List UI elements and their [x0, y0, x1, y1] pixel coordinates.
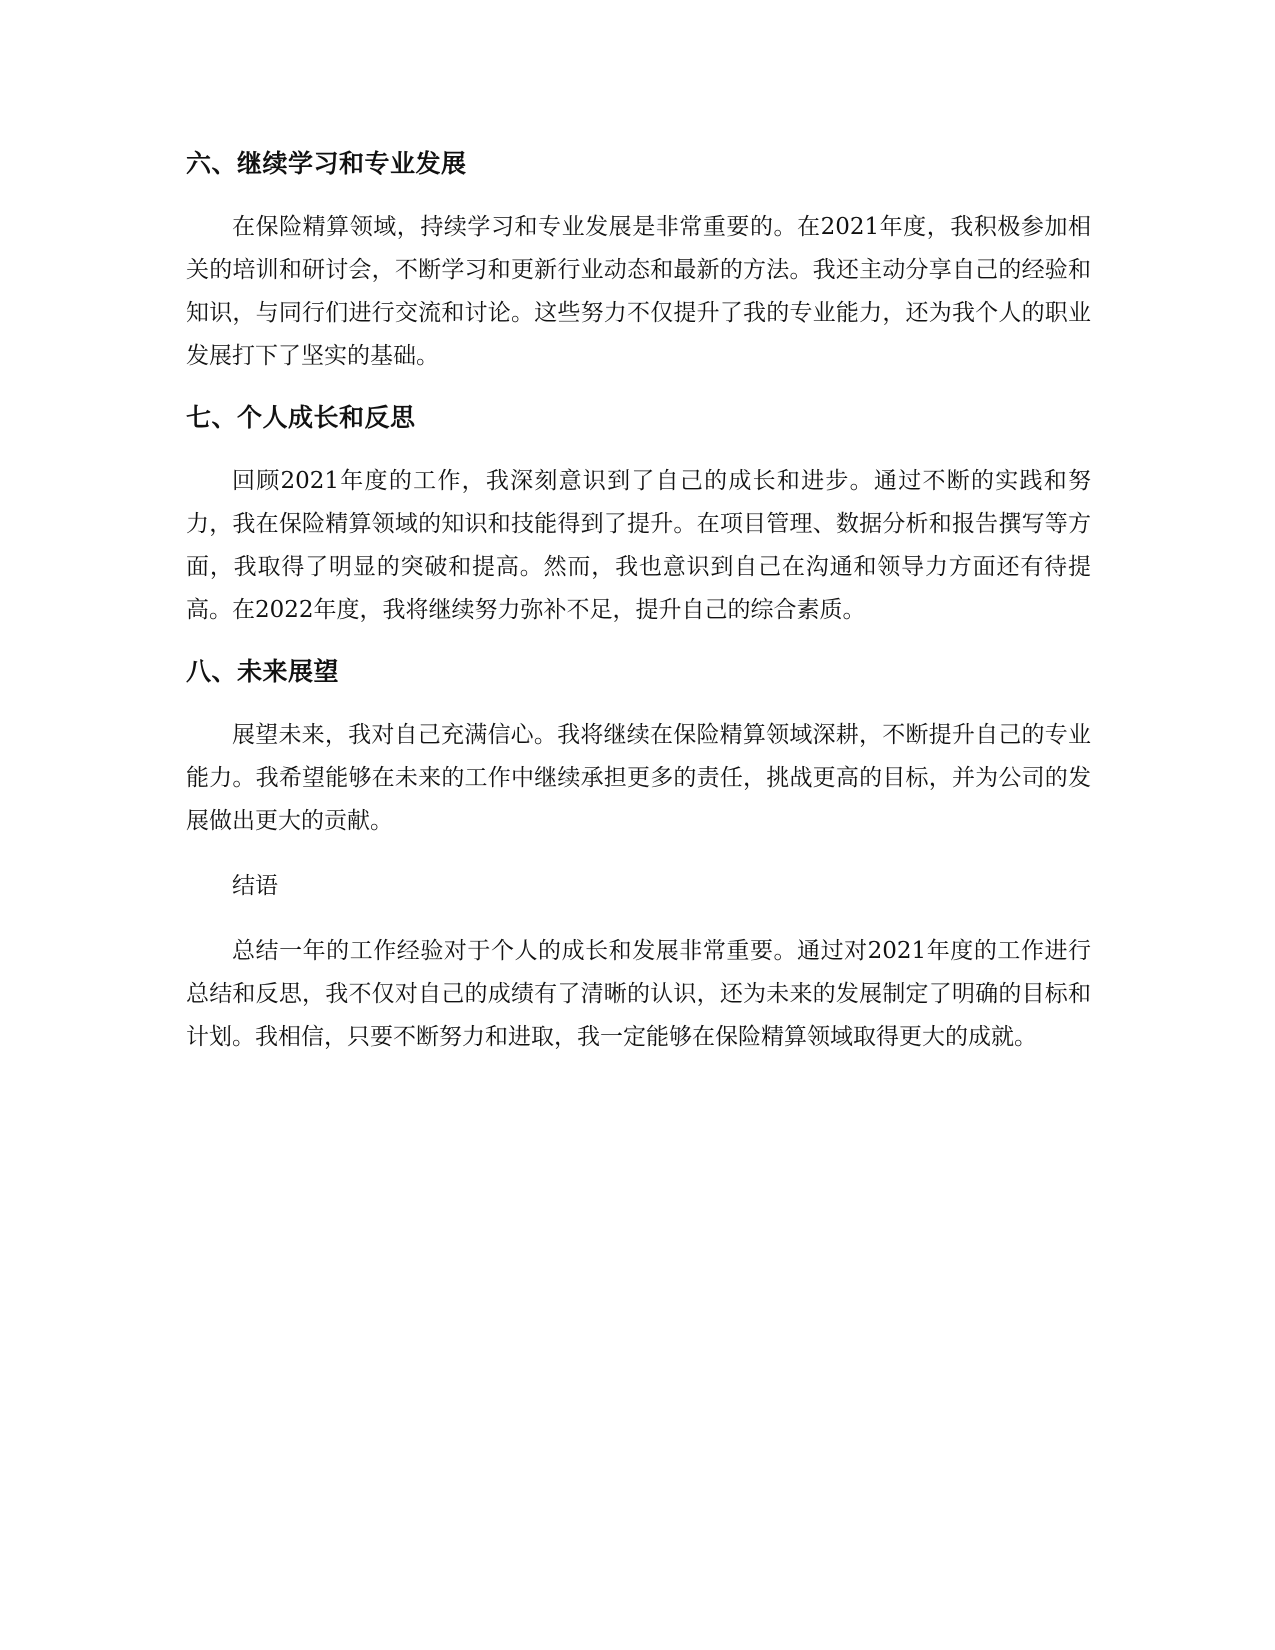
section-heading-future-outlook: 八、未来展望: [186, 657, 340, 686]
conclusion-paragraph: 总结一年的工作经验对于个人的成长和发展非常重要。通过对2021年度的工作进行总结和反思，我不仅对自己的成绩有了清晰的认识，还为未来的发展制定了明确的目标和计划。我相信，只要不断努力和进取，我一定能够在保险精算领域取得更大的成就。: [186, 938, 1091, 1050]
conclusion-label: 结语: [232, 873, 278, 899]
section-paragraph-future-outlook: 展望未来，我对自己充满信心。我将继续在保险精算领域深耕，不断提升自己的专业能力。我希望能够在未来的工作中继续承担更多的责任，挑战更高的目标，并为公司的发展做出更大的贡献。: [186, 722, 1091, 834]
section-paragraph-personal-growth: 回顾2021年度的工作，我深刻意识到了自己的成长和进步。通过不断的实践和努力，我在保险精算领域的知识和技能得到了提升。在项目管理、数据分析和报告撰写等方面，我取得了明显的突破和提高。然而，我也意识到自己在沟通和领导力方面还有待提高。在2022年度，我将继续努力弥补不足，提升自己的综合素质。: [186, 468, 1091, 623]
section-heading-continuing-education: 六、继续学习和专业发展: [186, 149, 467, 178]
section-paragraph-continuing-education: 在保险精算领域，持续学习和专业发展是非常重要的。在2021年度，我积极参加相关的培训和研讨会，不断学习和更新行业动态和最新的方法。我还主动分享自己的经验和知识，与同行们进行交流和讨论。这些努力不仅提升了我的专业能力，还为我个人的职业发展打下了坚实的基础。: [186, 214, 1091, 369]
document-body: [186, 146, 1091, 1081]
section-heading-personal-growth: 七、个人成长和反思: [186, 403, 416, 432]
